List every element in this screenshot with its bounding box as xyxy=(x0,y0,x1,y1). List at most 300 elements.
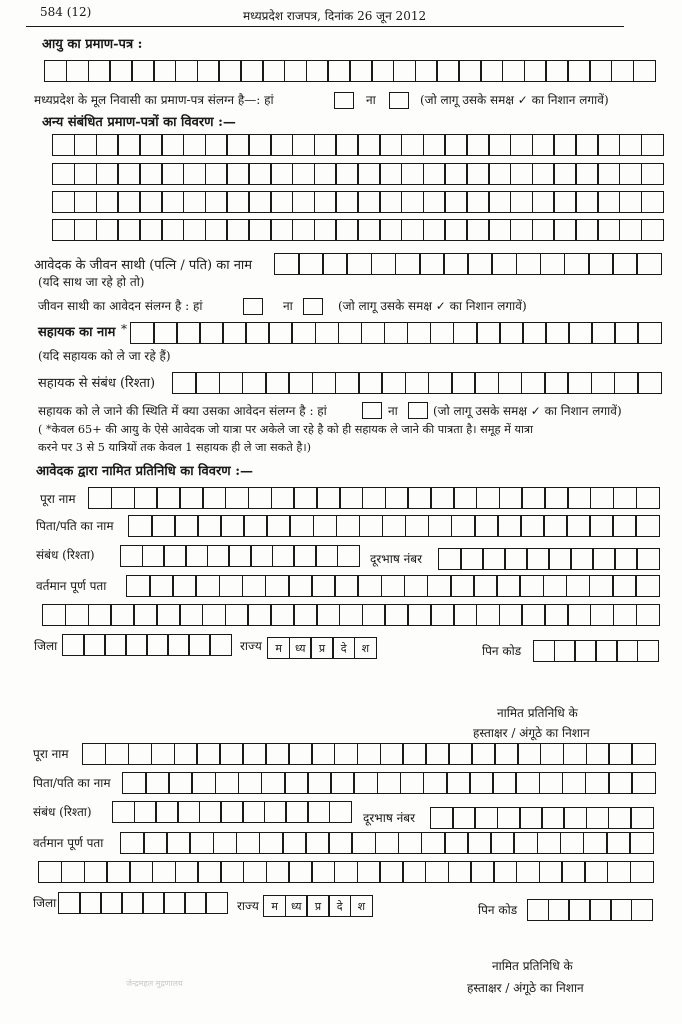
box-cell[interactable] xyxy=(242,743,266,765)
box-cell[interactable] xyxy=(607,861,631,883)
box-cell[interactable] xyxy=(499,322,524,344)
box-cell[interactable] xyxy=(358,372,383,394)
box-cell[interactable] xyxy=(197,515,222,537)
box-cell[interactable] xyxy=(79,892,102,914)
box-cell[interactable] xyxy=(595,640,617,662)
box-cell[interactable] xyxy=(183,134,206,156)
box-cell[interactable] xyxy=(105,743,129,765)
box-cell[interactable] xyxy=(202,604,226,626)
box-cell[interactable] xyxy=(614,322,639,344)
box-cell[interactable] xyxy=(641,163,664,185)
box-cell[interactable] xyxy=(337,545,360,567)
box-cell[interactable] xyxy=(142,545,165,567)
box-cell[interactable] xyxy=(265,372,290,394)
box-cell[interactable] xyxy=(270,219,293,241)
box-cell[interactable] xyxy=(339,487,363,509)
nominee-2-address-boxes-1[interactable] xyxy=(120,832,654,854)
box-cell[interactable] xyxy=(261,772,286,794)
box-cell[interactable] xyxy=(209,634,232,656)
box-cell[interactable] xyxy=(614,372,639,394)
box-cell[interactable] xyxy=(637,372,662,394)
box-cell[interactable] xyxy=(467,253,493,275)
box-cell[interactable] xyxy=(183,191,206,213)
box-cell[interactable] xyxy=(329,801,352,823)
box-cell[interactable] xyxy=(151,515,176,537)
box-cell[interactable] xyxy=(146,634,169,656)
box-cell[interactable] xyxy=(248,487,272,509)
box-cell[interactable] xyxy=(541,807,565,829)
box-cell[interactable] xyxy=(228,545,251,567)
box-cell[interactable] xyxy=(117,163,140,185)
box-cell[interactable] xyxy=(553,134,576,156)
box-cell[interactable] xyxy=(335,372,360,394)
box-cell[interactable] xyxy=(242,372,267,394)
box-cell[interactable] xyxy=(134,487,158,509)
box-cell[interactable] xyxy=(393,60,416,82)
box-cell[interactable] xyxy=(398,832,423,854)
box-cell[interactable] xyxy=(635,515,660,537)
box-cell[interactable] xyxy=(510,219,533,241)
box-cell[interactable] xyxy=(152,861,176,883)
box-cell[interactable] xyxy=(314,163,337,185)
nominee-2-full-name-boxes[interactable] xyxy=(82,743,656,765)
box-cell[interactable] xyxy=(513,832,538,854)
box-cell[interactable] xyxy=(630,807,654,829)
box-cell[interactable] xyxy=(488,134,511,156)
box-cell[interactable] xyxy=(96,163,119,185)
box-cell[interactable] xyxy=(451,372,476,394)
box-cell[interactable] xyxy=(589,515,614,537)
box-cell[interactable] xyxy=(619,219,642,241)
box-cell[interactable] xyxy=(469,772,494,794)
box-cell[interactable] xyxy=(74,163,97,185)
box-cell[interactable] xyxy=(548,548,572,570)
box-cell[interactable] xyxy=(515,772,540,794)
box-cell[interactable] xyxy=(631,899,653,921)
box-cell[interactable] xyxy=(172,575,197,597)
box-cell[interactable] xyxy=(448,743,472,765)
box-cell[interactable] xyxy=(197,861,221,883)
box-cell[interactable] xyxy=(407,604,431,626)
box-cell[interactable] xyxy=(196,743,220,765)
box-cell[interactable] xyxy=(585,772,610,794)
box-cell[interactable] xyxy=(328,832,353,854)
box-cell[interactable] xyxy=(401,219,424,241)
box-cell[interactable] xyxy=(428,515,453,537)
box-cell[interactable] xyxy=(357,191,380,213)
box-cell[interactable] xyxy=(339,604,363,626)
box-cell[interactable] xyxy=(215,772,240,794)
box-cell[interactable] xyxy=(311,743,335,765)
box-cell[interactable] xyxy=(537,832,562,854)
box-cell[interactable] xyxy=(176,322,201,344)
box-cell[interactable] xyxy=(219,743,243,765)
box-cell[interactable] xyxy=(597,134,620,156)
box-cell[interactable] xyxy=(423,219,446,241)
box-cell[interactable] xyxy=(174,515,199,537)
box-cell[interactable] xyxy=(471,743,495,765)
box-cell[interactable] xyxy=(270,191,293,213)
box-cell[interactable] xyxy=(288,575,313,597)
box-cell[interactable] xyxy=(591,322,616,344)
box-cell[interactable] xyxy=(106,861,130,883)
box-cell[interactable] xyxy=(175,60,198,82)
box-cell[interactable] xyxy=(589,899,611,921)
box-cell[interactable] xyxy=(362,487,386,509)
box-cell[interactable] xyxy=(543,575,568,597)
box-cell[interactable] xyxy=(240,60,263,82)
box-cell[interactable] xyxy=(109,60,132,82)
box-cell[interactable] xyxy=(292,191,315,213)
box-cell[interactable] xyxy=(476,604,500,626)
box-cell[interactable] xyxy=(167,634,190,656)
box-cell[interactable] xyxy=(264,801,287,823)
box-cell[interactable] xyxy=(427,575,452,597)
box-cell[interactable] xyxy=(562,772,587,794)
box-cell[interactable] xyxy=(575,219,598,241)
box-cell[interactable] xyxy=(177,801,200,823)
box-cell[interactable] xyxy=(480,60,503,82)
box-cell[interactable] xyxy=(314,219,337,241)
box-cell[interactable] xyxy=(567,60,590,82)
box-cell[interactable] xyxy=(222,322,247,344)
box-cell[interactable] xyxy=(497,515,522,537)
box-cell[interactable] xyxy=(289,515,314,537)
box-cell[interactable] xyxy=(384,604,408,626)
box-cell[interactable] xyxy=(519,807,543,829)
box-cell[interactable] xyxy=(636,253,662,275)
box-cell[interactable] xyxy=(492,772,517,794)
box-cell[interactable] xyxy=(407,487,431,509)
box-cell[interactable] xyxy=(470,861,494,883)
box-cell[interactable] xyxy=(401,191,424,213)
box-cell[interactable] xyxy=(191,772,216,794)
box-cell[interactable] xyxy=(117,134,140,156)
nominee-2-father-husband-boxes[interactable] xyxy=(122,772,656,794)
box-cell[interactable] xyxy=(453,487,477,509)
box-cell[interactable] xyxy=(423,772,448,794)
box-cell[interactable] xyxy=(633,60,656,82)
nominee-1-full-name-boxes[interactable] xyxy=(88,487,660,509)
box-cell[interactable] xyxy=(139,134,162,156)
box-cell[interactable] xyxy=(575,163,598,185)
box-cell[interactable] xyxy=(139,163,162,185)
box-cell[interactable] xyxy=(351,832,376,854)
box-cell[interactable] xyxy=(168,772,193,794)
spouse-name-boxes[interactable] xyxy=(274,253,662,275)
box-cell[interactable] xyxy=(539,772,564,794)
box-cell[interactable] xyxy=(567,604,591,626)
box-cell[interactable] xyxy=(415,60,438,82)
box-cell[interactable] xyxy=(96,219,119,241)
box-cell[interactable] xyxy=(460,548,484,570)
box-cell[interactable] xyxy=(218,60,241,82)
box-cell[interactable] xyxy=(589,575,614,597)
box-cell[interactable] xyxy=(380,743,404,765)
box-cell[interactable] xyxy=(183,163,206,185)
box-cell[interactable] xyxy=(334,575,359,597)
box-cell[interactable] xyxy=(134,801,157,823)
box-cell[interactable] xyxy=(466,134,489,156)
box-cell[interactable] xyxy=(450,575,475,597)
box-cell[interactable] xyxy=(220,515,245,537)
box-cell[interactable] xyxy=(307,772,332,794)
box-cell[interactable] xyxy=(83,634,106,656)
box-cell[interactable] xyxy=(327,60,350,82)
box-cell[interactable] xyxy=(293,487,317,509)
box-cell[interactable] xyxy=(265,575,290,597)
box-cell[interactable] xyxy=(611,60,634,82)
box-cell[interactable] xyxy=(120,832,145,854)
box-cell[interactable] xyxy=(284,60,307,82)
box-cell[interactable] xyxy=(521,487,545,509)
box-cell[interactable] xyxy=(153,60,176,82)
helper-yes-checkbox[interactable] xyxy=(362,402,382,419)
box-cell[interactable] xyxy=(357,219,380,241)
box-cell[interactable] xyxy=(425,861,449,883)
box-cell[interactable] xyxy=(532,163,555,185)
box-cell[interactable] xyxy=(502,60,525,82)
box-cell[interactable] xyxy=(545,322,570,344)
box-cell[interactable] xyxy=(172,372,197,394)
box-cell[interactable] xyxy=(476,322,501,344)
box-cell[interactable] xyxy=(421,832,446,854)
box-cell[interactable] xyxy=(490,832,515,854)
box-cell[interactable] xyxy=(540,253,566,275)
box-cell[interactable] xyxy=(357,861,381,883)
box-cell[interactable] xyxy=(637,640,659,662)
age-certificate-boxes[interactable] xyxy=(44,60,656,82)
box-cell[interactable] xyxy=(112,801,135,823)
box-cell[interactable] xyxy=(52,134,75,156)
nominee-1-phone-boxes[interactable] xyxy=(438,548,660,570)
box-cell[interactable] xyxy=(179,604,203,626)
box-cell[interactable] xyxy=(335,191,358,213)
box-cell[interactable] xyxy=(248,191,271,213)
box-cell[interactable] xyxy=(444,191,467,213)
nominee-2-pin-boxes[interactable] xyxy=(527,899,653,921)
box-cell[interactable] xyxy=(88,60,111,82)
box-cell[interactable] xyxy=(608,807,632,829)
box-cell[interactable] xyxy=(195,575,220,597)
box-cell[interactable] xyxy=(292,163,315,185)
box-cell[interactable] xyxy=(184,892,207,914)
box-cell[interactable] xyxy=(163,892,186,914)
box-cell[interactable] xyxy=(405,372,430,394)
box-cell[interactable] xyxy=(499,487,523,509)
nominee-2-address-boxes-2[interactable] xyxy=(38,861,654,883)
box-cell[interactable] xyxy=(563,807,587,829)
box-cell[interactable] xyxy=(548,899,570,921)
box-cell[interactable] xyxy=(544,487,568,509)
box-cell[interactable] xyxy=(636,487,660,509)
box-cell[interactable] xyxy=(129,861,153,883)
box-cell[interactable] xyxy=(226,191,249,213)
box-cell[interactable] xyxy=(238,772,263,794)
box-cell[interactable] xyxy=(248,134,271,156)
box-cell[interactable] xyxy=(293,545,316,567)
box-cell[interactable] xyxy=(482,548,506,570)
other-certificates-row-1[interactable] xyxy=(52,134,664,156)
box-cell[interactable] xyxy=(163,545,186,567)
box-cell[interactable] xyxy=(120,545,143,567)
box-cell[interactable] xyxy=(583,832,608,854)
box-cell[interactable] xyxy=(248,163,271,185)
box-cell[interactable] xyxy=(381,575,406,597)
box-cell[interactable] xyxy=(149,575,174,597)
box-cell[interactable] xyxy=(100,892,123,914)
box-cell[interactable] xyxy=(266,515,291,537)
box-cell[interactable] xyxy=(425,743,449,765)
box-cell[interactable] xyxy=(637,322,662,344)
box-cell[interactable] xyxy=(438,548,462,570)
box-cell[interactable] xyxy=(131,60,154,82)
box-cell[interactable] xyxy=(641,219,664,241)
box-cell[interactable] xyxy=(474,372,499,394)
box-cell[interactable] xyxy=(271,487,295,509)
box-cell[interactable] xyxy=(247,604,271,626)
box-cell[interactable] xyxy=(545,60,568,82)
box-cell[interactable] xyxy=(292,219,315,241)
box-cell[interactable] xyxy=(284,772,309,794)
box-cell[interactable] xyxy=(419,253,445,275)
other-certificates-row-2[interactable] xyxy=(52,163,664,185)
box-cell[interactable] xyxy=(619,191,642,213)
box-cell[interactable] xyxy=(522,322,547,344)
box-cell[interactable] xyxy=(516,253,542,275)
box-cell[interactable] xyxy=(498,372,523,394)
nominee-1-address-boxes-2[interactable] xyxy=(42,604,660,626)
box-cell[interactable] xyxy=(532,191,555,213)
box-cell[interactable] xyxy=(38,861,62,883)
box-cell[interactable] xyxy=(563,743,587,765)
box-cell[interactable] xyxy=(126,575,151,597)
box-cell[interactable] xyxy=(641,134,664,156)
box-cell[interactable] xyxy=(243,515,268,537)
box-cell[interactable] xyxy=(402,743,426,765)
box-cell[interactable] xyxy=(423,134,446,156)
box-cell[interactable] xyxy=(52,219,75,241)
box-cell[interactable] xyxy=(250,545,273,567)
helper-name-boxes[interactable] xyxy=(130,322,662,344)
box-cell[interactable] xyxy=(379,861,403,883)
box-cell[interactable] xyxy=(205,134,228,156)
box-cell[interactable] xyxy=(313,515,338,537)
helper-relation-boxes[interactable] xyxy=(172,372,662,394)
box-cell[interactable] xyxy=(282,832,307,854)
box-cell[interactable] xyxy=(496,575,521,597)
box-cell[interactable] xyxy=(335,134,358,156)
box-cell[interactable] xyxy=(335,163,358,185)
box-cell[interactable] xyxy=(631,772,656,794)
box-cell[interactable] xyxy=(614,548,638,570)
box-cell[interactable] xyxy=(612,515,637,537)
nominee-1-pin-boxes[interactable] xyxy=(533,640,659,662)
box-cell[interactable] xyxy=(88,604,112,626)
box-cell[interactable] xyxy=(543,515,568,537)
box-cell[interactable] xyxy=(589,60,612,82)
box-cell[interactable] xyxy=(443,253,469,275)
box-cell[interactable] xyxy=(379,219,402,241)
box-cell[interactable] xyxy=(311,575,336,597)
box-cell[interactable] xyxy=(444,219,467,241)
box-cell[interactable] xyxy=(219,372,244,394)
box-cell[interactable] xyxy=(588,253,614,275)
box-cell[interactable] xyxy=(185,545,208,567)
box-cell[interactable] xyxy=(519,575,544,597)
box-cell[interactable] xyxy=(288,861,312,883)
box-cell[interactable] xyxy=(205,892,228,914)
box-cell[interactable] xyxy=(226,134,249,156)
box-cell[interactable] xyxy=(533,640,555,662)
box-cell[interactable] xyxy=(575,134,598,156)
box-cell[interactable] xyxy=(293,604,317,626)
box-cell[interactable] xyxy=(493,861,517,883)
box-cell[interactable] xyxy=(521,372,546,394)
box-cell[interactable] xyxy=(220,801,243,823)
box-cell[interactable] xyxy=(74,191,97,213)
box-cell[interactable] xyxy=(377,772,402,794)
box-cell[interactable] xyxy=(291,322,316,344)
box-cell[interactable] xyxy=(453,604,477,626)
box-cell[interactable] xyxy=(400,772,425,794)
box-cell[interactable] xyxy=(510,191,533,213)
box-cell[interactable] xyxy=(554,640,576,662)
nominee-2-district-boxes[interactable] xyxy=(58,892,228,914)
box-cell[interactable] xyxy=(517,743,541,765)
box-cell[interactable] xyxy=(499,604,523,626)
box-cell[interactable] xyxy=(606,832,631,854)
box-cell[interactable] xyxy=(570,548,594,570)
box-cell[interactable] xyxy=(305,832,330,854)
box-cell[interactable] xyxy=(225,487,249,509)
box-cell[interactable] xyxy=(458,60,481,82)
box-cell[interactable] xyxy=(202,487,226,509)
box-cell[interactable] xyxy=(635,575,660,597)
box-cell[interactable] xyxy=(357,575,382,597)
box-cell[interactable] xyxy=(174,743,198,765)
box-cell[interactable] xyxy=(371,253,397,275)
box-cell[interactable] xyxy=(379,163,402,185)
box-cell[interactable] xyxy=(610,899,632,921)
box-cell[interactable] xyxy=(236,832,261,854)
box-cell[interactable] xyxy=(526,548,550,570)
box-cell[interactable] xyxy=(544,604,568,626)
box-cell[interactable] xyxy=(405,515,430,537)
box-cell[interactable] xyxy=(402,861,426,883)
box-cell[interactable] xyxy=(315,545,338,567)
box-cell[interactable] xyxy=(219,575,244,597)
box-cell[interactable] xyxy=(636,604,660,626)
box-cell[interactable] xyxy=(338,322,363,344)
box-cell[interactable] xyxy=(189,832,214,854)
box-cell[interactable] xyxy=(96,191,119,213)
box-cell[interactable] xyxy=(161,219,184,241)
box-cell[interactable] xyxy=(553,191,576,213)
box-cell[interactable] xyxy=(314,191,337,213)
box-cell[interactable] xyxy=(359,515,384,537)
box-cell[interactable] xyxy=(451,515,476,537)
box-cell[interactable] xyxy=(312,372,337,394)
box-cell[interactable] xyxy=(592,548,616,570)
box-cell[interactable] xyxy=(125,634,148,656)
box-cell[interactable] xyxy=(361,322,386,344)
box-cell[interactable] xyxy=(58,892,81,914)
box-cell[interactable] xyxy=(199,801,222,823)
box-cell[interactable] xyxy=(474,515,499,537)
box-cell[interactable] xyxy=(161,191,184,213)
box-cell[interactable] xyxy=(349,60,372,82)
